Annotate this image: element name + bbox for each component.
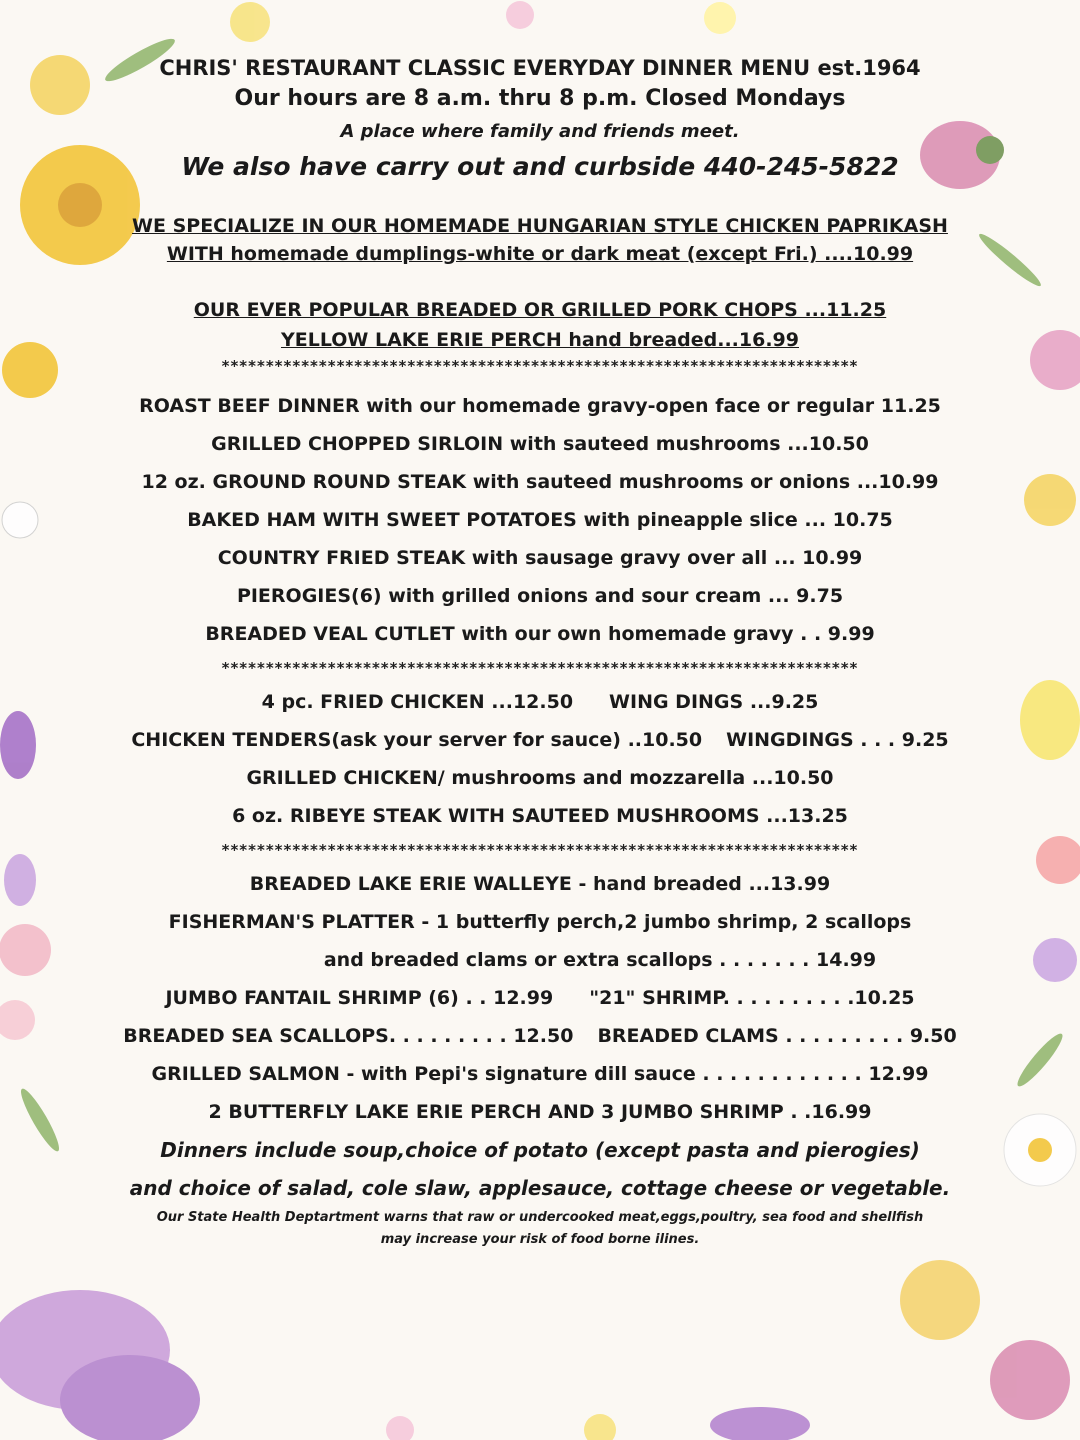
health-warning-2: may increase your risk of food borne ilines. [380, 1232, 700, 1247]
health-warning-1: Our State Health Deptartment warns that raw or undercooked meat,eggs,poultry, sea food and shellfish [156, 1210, 924, 1225]
fried-chicken: 4 pc. FRIED CHICKEN ...12.50 [261, 691, 574, 713]
menu-item: BREADED VEAL CUTLET with our own homemade gravy . . 9.99 [205, 623, 875, 645]
menu-item-pair [60, 1017, 1020, 1055]
includes-note-2: and choice of salad, cole slaw, applesauce, cottage cheese or vegetable. [129, 1176, 951, 1200]
menu-item: 2 BUTTERFLY LAKE ERIE PERCH AND 3 JUMBO SHRIMP . .16.99 [208, 1101, 872, 1123]
menu-item: COUNTRY FRIED STEAK with sausage gravy over all ... 10.99 [217, 547, 863, 569]
chicken-tenders: CHICKEN TENDERS(ask your server for sauce) ..10.50 [131, 729, 703, 751]
hours-line: Our hours are 8 a.m. thru 8 p.m. Closed Mondays [234, 86, 846, 111]
divider: ************************************************************************ [221, 841, 859, 859]
wingdings: WINGDINGS . . . 9.25 [726, 729, 949, 751]
menu-item-pair [60, 683, 1020, 721]
menu-item: BAKED HAM WITH SWEET POTATOES with pineapple slice ... 10.75 [187, 509, 893, 531]
divider: ************************************************************************ [221, 357, 859, 375]
sea-scallops: BREADED SEA SCALLOPS. . . . . . . . . 12.50 [123, 1025, 574, 1047]
menu-content [60, 50, 1020, 1251]
menu-item: BREADED LAKE ERIE WALLEYE - hand breaded ...13.99 [249, 873, 831, 895]
paprikash-line-2: WITH homemade dumplings-white or dark meat (except Fri.) ....10.99 [166, 243, 914, 265]
menu-item: ROAST BEEF DINNER with our homemade gravy-open face or regular 11.25 [139, 395, 941, 417]
menu-item: 12 oz. GROUND ROUND STEAK with sauteed mushrooms or onions ...10.99 [141, 471, 939, 493]
menu-item: GRILLED CHOPPED SIRLOIN with sauteed mushrooms ...10.50 [211, 433, 869, 455]
21-shrimp: "21" SHRIMP. . . . . . . . . .10.25 [589, 987, 915, 1009]
perch-line: YELLOW LAKE ERIE PERCH hand breaded...16.99 [280, 329, 799, 351]
breaded-clams: BREADED CLAMS . . . . . . . . . 9.50 [597, 1025, 957, 1047]
includes-note-1: Dinners include soup,choice of potato (except pasta and pierogies) [160, 1138, 920, 1162]
menu-item: FISHERMAN'S PLATTER - 1 butterfly perch,2 jumbo shrimp, 2 scallops [168, 911, 912, 933]
menu-item: 6 oz. RIBEYE STEAK WITH SAUTEED MUSHROOMS ...13.25 [232, 805, 848, 827]
menu-item: and breaded clams or extra scallops . . . . . . . 14.99 [323, 949, 877, 971]
wing-dings: WING DINGS ...9.25 [609, 691, 819, 713]
menu-item: GRILLED SALMON - with Pepi's signature dill sauce . . . . . . . . . . . . 12.99 [151, 1063, 929, 1085]
menu-item-pair [60, 979, 1020, 1017]
menu-item: GRILLED CHICKEN/ mushrooms and mozzarella ...10.50 [246, 767, 834, 789]
carryout-phone: We also have carry out and curbside 440-245-5822 [181, 152, 899, 181]
paprikash-line-1: WE SPECIALIZE IN OUR HOMEMADE HUNGARIAN STYLE CHICKEN PAPRIKASH [132, 215, 948, 237]
fantail-shrimp: JUMBO FANTAIL SHRIMP (6) . . 12.99 [165, 987, 554, 1009]
tagline: A place where family and friends meet. [340, 121, 740, 142]
pork-chops-line: OUR EVER POPULAR BREADED OR GRILLED PORK CHOPS ...11.25 [193, 299, 887, 321]
menu-item: PIEROGIES(6) with grilled onions and sour cream ... 9.75 [236, 585, 844, 607]
menu-title: CHRIS' RESTAURANT CLASSIC EVERYDAY DINNER MENU est.1964 [159, 56, 921, 80]
divider: ************************************************************************ [221, 659, 859, 677]
menu-item-pair [60, 721, 1020, 759]
